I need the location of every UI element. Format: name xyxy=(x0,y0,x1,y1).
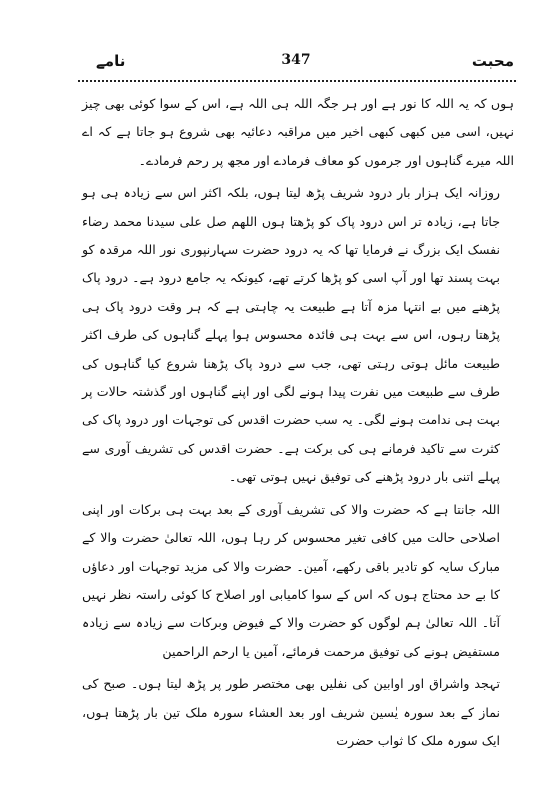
page-number: 347 xyxy=(281,52,311,68)
running-title-right: محبت xyxy=(471,52,514,70)
running-title-left: نامے xyxy=(96,52,126,70)
paragraph-4: تہجد واشراق اور اوابین کی نفلیں بھی مختصر طور پر پڑھ لیتا ہوں۔ صبح کی نماز کے بعد سورہ یٰسین شریف اور بعد العشاء سورہ ملک تین بار پڑھتا ہوں، ایک سورہ ملک کا ثواب حضرت xyxy=(82,676,500,748)
paragraph-2: روزانہ ایک ہزار بار درود شریف پڑھ لیتا ہوں، بلکہ اکثر اس سے زیادہ ہی ہو جاتا ہے، زیادہ تر اس درود پاک کو پڑھتا ہوں اللھم صل علی سیدنا محمد رضاء نفسک ایک بزرگ نے فرمایا تھا کہ یہ درود حضرت سہارنپوری نور اللہ مرقدہ کو بہت پسند تھا اور آپ اسی کو پڑھا کرتے تھے، کیونکہ یہ جامع درود ہے۔ درود پاک پڑھنے میں بے انتہا مزہ آتا ہے طبیعت یہ چاہتی ہے کہ ہر وقت درود پاک ہی پڑھتا رہوں، اس سے بہت ہی فائدہ محسوس ہوا پہلے گناہوں کی طرف اکثر طبیعت مائل ہوتی رہتی تھی، جب سے درود پاک پڑھنا شروع کیا گناہوں کی طرف سے طبیعت میں نفرت پیدا ہونے لگی اور اپنے گناہوں اور گذشتہ حالات پر بہت ہی ندامت ہونے لگی۔ یہ سب حضرت اقدس کی توجہات اور درود پاک کی کثرت سے تاکید فرمانے ہی کی برکت ہے۔ حضرت اقدس کی تشریف آوری سے پہلے اتنی بار درود پڑھنے کی توفیق نہیں ہوتی تھی۔ xyxy=(82,185,500,485)
paragraph-3: اللہ جانتا ہے کہ حضرت والا کی تشریف آوری کے بعد بہت ہی برکات اور اپنی اصلاحی حالت میں کافی تغیر محسوس کر رہا ہوں، اللہ تعالیٰ حضرت والا کے مبارک سایہ کو تادیر باقی رکھے، آمین۔ حضرت والا کی مزید توجہات اور دعاؤں کا بے حد محتاج ہوں کہ اس کے سوا کامیابی اور اصلاح کا کوئی راستہ نظر نہیں آتا۔ اللہ تعالیٰ ہم لوگوں کو حضرت والا کے فیوض وبرکات سے زیادہ سے زیادہ مستفیض ہونے کی توفیق مرحمت فرمائے، آمین یا ارحم الراحمین xyxy=(82,501,500,659)
page-body-text xyxy=(82,90,514,755)
header-dotted-divider xyxy=(78,80,516,82)
page-header xyxy=(78,52,514,78)
paragraph-1: ہوں کہ یہ اللہ کا نور ہے اور ہر جگہ اللہ ہی اللہ ہے، اس کے سوا کوئی بھی چیز نہیں، اسی میں کبھی کبھی اخیر میں مراقبہ دعائیہ بھی شروع ہو جاتا ہے کہ اے اللہ میرے گناہوں اور جرموں کو معاف فرمادے اور مجھ پر رحم فرمادے۔ xyxy=(82,96,514,168)
